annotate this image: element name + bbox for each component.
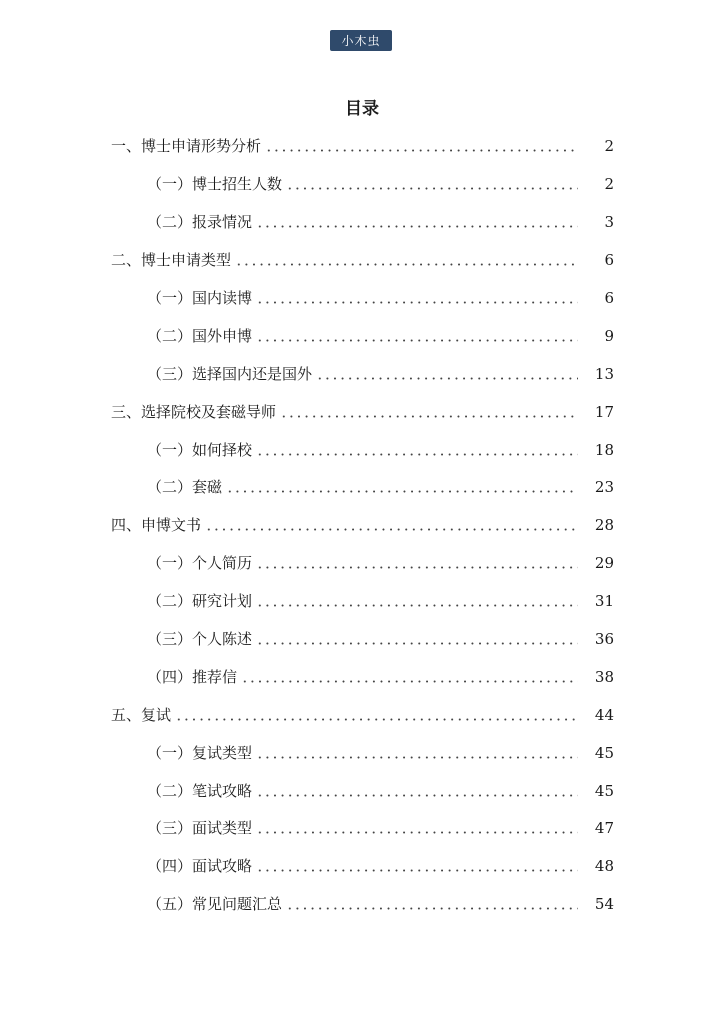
toc-entry-text: （二）研究计划: [147, 594, 256, 609]
toc-dot-leader: [256, 756, 578, 759]
toc-entry-text: 四、申博文书: [111, 518, 205, 533]
toc-section-entry[interactable]: [0, 317, 724, 355]
toc-entry-text: （三）面试类型: [147, 821, 256, 836]
toc-entry-text: （五）常见问题汇总: [147, 897, 286, 912]
toc-entry-text: 二、博士申请类型: [111, 253, 235, 268]
toc-section-entry[interactable]: [0, 621, 724, 659]
toc-dot-leader: [256, 453, 578, 456]
toc-page-number: 45: [594, 781, 614, 800]
toc-dot-leader: [256, 604, 578, 607]
toc-entry-text: （三）个人陈述: [147, 632, 256, 647]
toc-page-number: 47: [594, 819, 614, 838]
toc-dot-leader: [256, 869, 578, 872]
toc-entry-text: 三、选择院校及套磁导师: [111, 405, 280, 420]
toc-entry-text: （一）国内读博: [147, 291, 256, 306]
toc-dot-leader: [256, 301, 578, 304]
toc-section-entry[interactable]: [0, 545, 724, 583]
toc-page-number: 18: [594, 440, 614, 459]
toc-dot-leader: [286, 907, 578, 910]
toc-page-number: 44: [594, 705, 614, 724]
toc-section-entry[interactable]: [0, 772, 724, 810]
toc-entry-text: （二）套磁: [147, 480, 226, 495]
toc-entry-text: （一）博士招生人数: [147, 177, 286, 192]
toc-page-number: 54: [594, 895, 614, 914]
toc-dot-leader: [256, 642, 578, 645]
toc-entry-text: （一）复试类型: [147, 746, 256, 761]
toc-chapter-entry[interactable]: [0, 393, 724, 431]
toc-page-number: 28: [594, 516, 614, 535]
toc-section-entry[interactable]: [0, 583, 724, 621]
toc-section-entry[interactable]: [0, 355, 724, 393]
toc-entry-text: （一）如何择校: [147, 443, 256, 458]
toc-page-number: 13: [594, 364, 614, 383]
toc-list: [0, 128, 724, 924]
toc-entry-text: （四）面试攻略: [147, 859, 256, 874]
toc-page-number: 48: [594, 857, 614, 876]
toc-dot-leader: [256, 566, 578, 569]
toc-entry-text: （二）国外申博: [147, 329, 256, 344]
toc-page-number: 6: [604, 251, 614, 270]
toc-section-entry[interactable]: [0, 469, 724, 507]
logo: 小木虫: [330, 30, 392, 51]
toc-entry-text: （一）个人简历: [147, 556, 256, 571]
toc-section-entry[interactable]: [0, 810, 724, 848]
toc-dot-leader: [226, 490, 578, 493]
toc-page-number: 38: [594, 667, 614, 686]
toc-page-number: 9: [604, 326, 614, 345]
toc-dot-leader: [280, 415, 578, 418]
toc-page-number: 31: [594, 592, 614, 611]
toc-dot-leader: [256, 225, 578, 228]
toc-page-number: 3: [604, 213, 614, 232]
toc-entry-text: 五、复试: [111, 708, 175, 723]
toc-dot-leader: [256, 794, 578, 797]
toc-dot-leader: [265, 149, 578, 152]
toc-chapter-entry[interactable]: [0, 242, 724, 280]
toc-section-entry[interactable]: [0, 166, 724, 204]
toc-section-entry[interactable]: [0, 658, 724, 696]
toc-entry-text: （二）报录情况: [147, 215, 256, 230]
toc-section-entry[interactable]: [0, 848, 724, 886]
toc-section-entry[interactable]: [0, 280, 724, 318]
toc-section-entry[interactable]: [0, 204, 724, 242]
toc-page-number: 45: [594, 743, 614, 762]
toc-entry-text: （三）选择国内还是国外: [147, 367, 316, 382]
toc-chapter-entry[interactable]: [0, 507, 724, 545]
toc-dot-leader: [241, 680, 578, 683]
toc-dot-leader: [316, 377, 578, 380]
toc-entry-text: （四）推荐信: [147, 670, 241, 685]
toc-dot-leader: [205, 528, 578, 531]
toc-page-number: 23: [594, 478, 614, 497]
toc-entry-text: 一、博士申请形势分析: [111, 139, 265, 154]
toc-section-entry[interactable]: [0, 734, 724, 772]
toc-page-number: 2: [604, 175, 614, 194]
toc-dot-leader: [256, 339, 578, 342]
toc-dot-leader: [256, 831, 578, 834]
toc-chapter-entry[interactable]: [0, 128, 724, 166]
toc-dot-leader: [286, 187, 578, 190]
toc-page-number: 17: [594, 402, 614, 421]
toc-dot-leader: [175, 718, 578, 721]
toc-section-entry[interactable]: [0, 886, 724, 924]
toc-page-number: 2: [604, 137, 614, 156]
toc-page-number: 36: [594, 630, 614, 649]
toc-section-entry[interactable]: [0, 431, 724, 469]
toc-chapter-entry[interactable]: [0, 696, 724, 734]
toc-title: 目录: [345, 99, 379, 119]
toc-page-number: 29: [594, 554, 614, 573]
toc-page-number: 6: [604, 289, 614, 307]
toc-dot-leader: [235, 263, 578, 266]
toc-entry-text: （二）笔试攻略: [147, 784, 256, 799]
